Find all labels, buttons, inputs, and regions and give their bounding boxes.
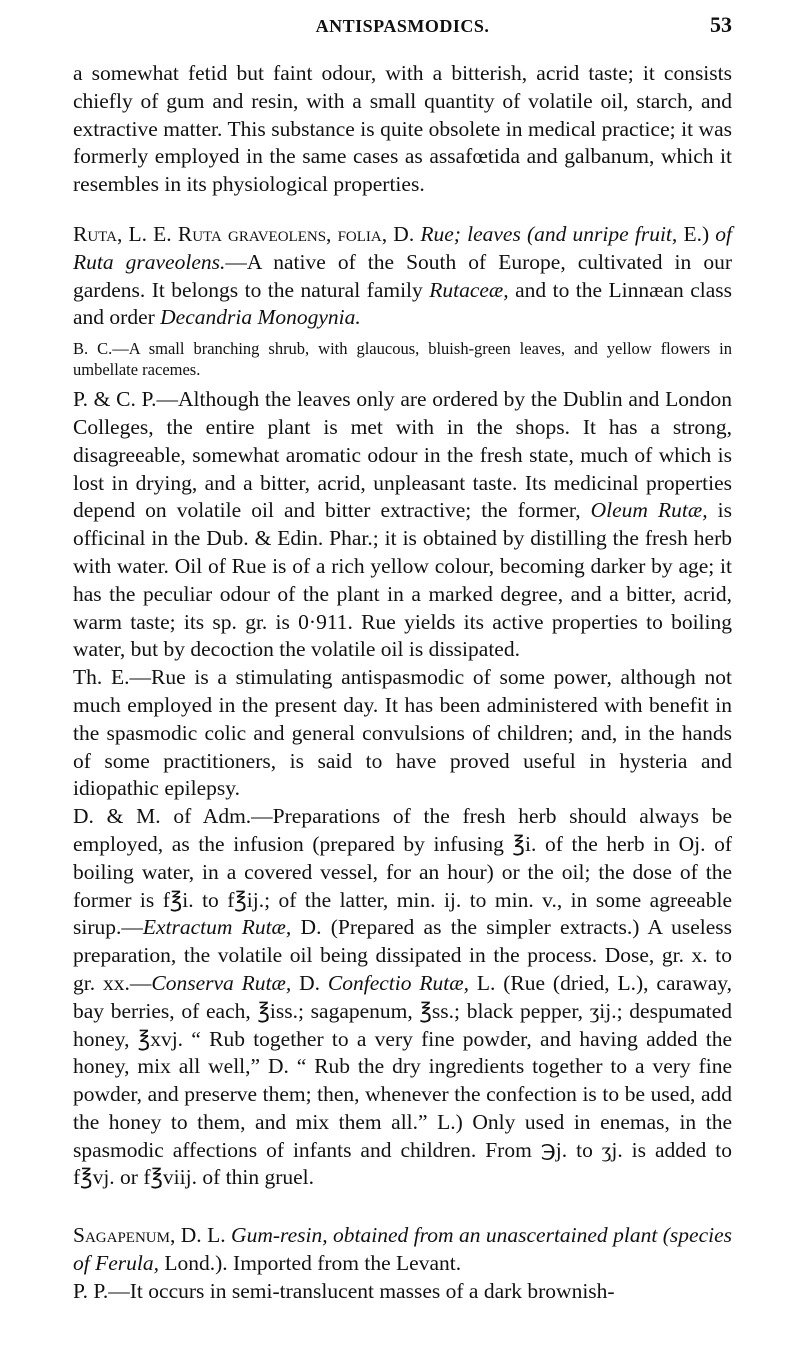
ruta-family: Rutaceæ,	[429, 277, 509, 302]
properties-oleum: Oleum Rutæ,	[590, 498, 708, 523]
paragraph-sagapenum	[73, 1222, 732, 1278]
dose-text-2: D. (Prepared as the simpler extracts.) A useless preparation, the volatile oil being dissipated in the process. Dose, gr. x. to gr. xx.—	[73, 915, 732, 995]
dose-text-4: L. (Rue (dried, L.), caraway, bay berries, of each, ℥iss.; sagapenum, ℥ss.; black pepper, ʒij.; despumated honey, ℥xvj. “ Rub together to a very fine powder, and having added the honey, mix all well,” D. “ Rub the dry ingredients together to a very fine powder, and preserve them; then, whenever the confection is to be used, add the honey to them, and mix them all.” L.) Only used in enemas, in the spasmodic affections of infants and children. From ℈j. to ʒj. is added to f℥vj. or f℥viij. of thin gruel.	[73, 970, 733, 1190]
dose-text-3: D.	[291, 970, 328, 995]
running-title: ANTISPASMODICS.	[315, 16, 490, 36]
paragraph-dose	[73, 803, 732, 1192]
running-head	[73, 0, 732, 60]
dose-conserva: Conserva Rutæ,	[151, 970, 292, 995]
paragraph-properties	[73, 386, 732, 664]
properties-text: P. & C. P.—Although the leaves only are ordered by the Dublin and London Colleges, the entire plant is met with in the shops. It has a strong, disagreeable, somewhat aromatic odour in the fresh state, much of which is lost in drying, and a bitter, acrid, unpleasant taste. Its medicinal properties depend on volatile oil and bitter extractive; the former,	[73, 387, 732, 523]
dose-extractum: Extractum Rutæ,	[142, 915, 292, 940]
paragraph-continuation: a somewhat fetid but faint odour, with a bitterish, acrid taste; it consists chiefly of gum and resin, with a small quantity of volatile oil, starch, and extractive matter. This substance is quite obsolete in medical practice; it was formerly employed in the same cases as assafœtida and galbanum, which it resembles in its physiological properties.	[73, 61, 732, 197]
paragraph-therapeutic: Th. E.—Rue is a stimulating antispasmodic of some power, although not much employed in the present day. It has been administered with benefit in the spasmodic colic and general convulsions of children; and, in the hands of some practitioners, is said to have proved useful in hysteria and idiopathic epilepsy.	[73, 665, 732, 801]
dose-confectio: Confectio Rutæ,	[327, 970, 469, 995]
ruta-class: Decandria Monogynia.	[160, 305, 361, 330]
paragraph-ruta	[73, 221, 732, 332]
sagapenum-name: Sagapenum, D. L.	[73, 1223, 232, 1248]
page-number: 53	[710, 12, 732, 37]
sagapenum-desc: Gum-resin, obtained from an unascertained plant (species of Ferula,	[73, 1223, 732, 1276]
dose-text: D. & M. of Adm.—Preparations of the fresh herb should always be employed, as the infusion (prepared by infusing ℥i. of the herb in Oj. of boiling water, in a covered vessel, for an hour) or the oil; the dose of the former is f℥i. to f℥ij.; of the latter, min. ij. to min. v., in some agreeable sirup.—	[73, 804, 732, 940]
ruta-text: —A native of the South of Europe, cultivated in our gardens. It belongs to the natural family	[73, 249, 732, 302]
sagapenum-text: Lond.). Imported from the Levant.	[164, 1251, 462, 1276]
ruta-text-2: and to the Linnæan class and order	[73, 277, 732, 330]
ruta-name: Ruta, L. E.	[73, 221, 178, 246]
paragraph-sagapenum-properties: P. P.—It occurs in semi-translucent masses of a dark brownish-	[73, 1278, 615, 1303]
paragraph-botanical: B. C.—A small branching shrub, with glaucous, bluish-green leaves, and yellow flowers in umbellate racemes.	[73, 339, 732, 380]
ruta-latin: Ruta graveolens, folia, D.	[177, 221, 421, 246]
ruta-e: E.)	[683, 221, 716, 246]
ruta-english: Rue; leaves (and unripe fruit,	[420, 221, 684, 246]
properties-text-2: is officinal in the Dub. & Edin. Phar.; it is obtained by distilling the fresh herb with water. Oil of Rue is of a rich yellow colour, becoming darker by age; it has the peculiar odour of the plant in a marked degree, and a bitter, acrid, warm taste; its sp. gr. is 0·911. Rue yields its active properties to boiling water, but by decoction the volatile oil is dissipated.	[73, 498, 732, 662]
ruta-of: of Ruta graveolens.	[73, 221, 733, 274]
